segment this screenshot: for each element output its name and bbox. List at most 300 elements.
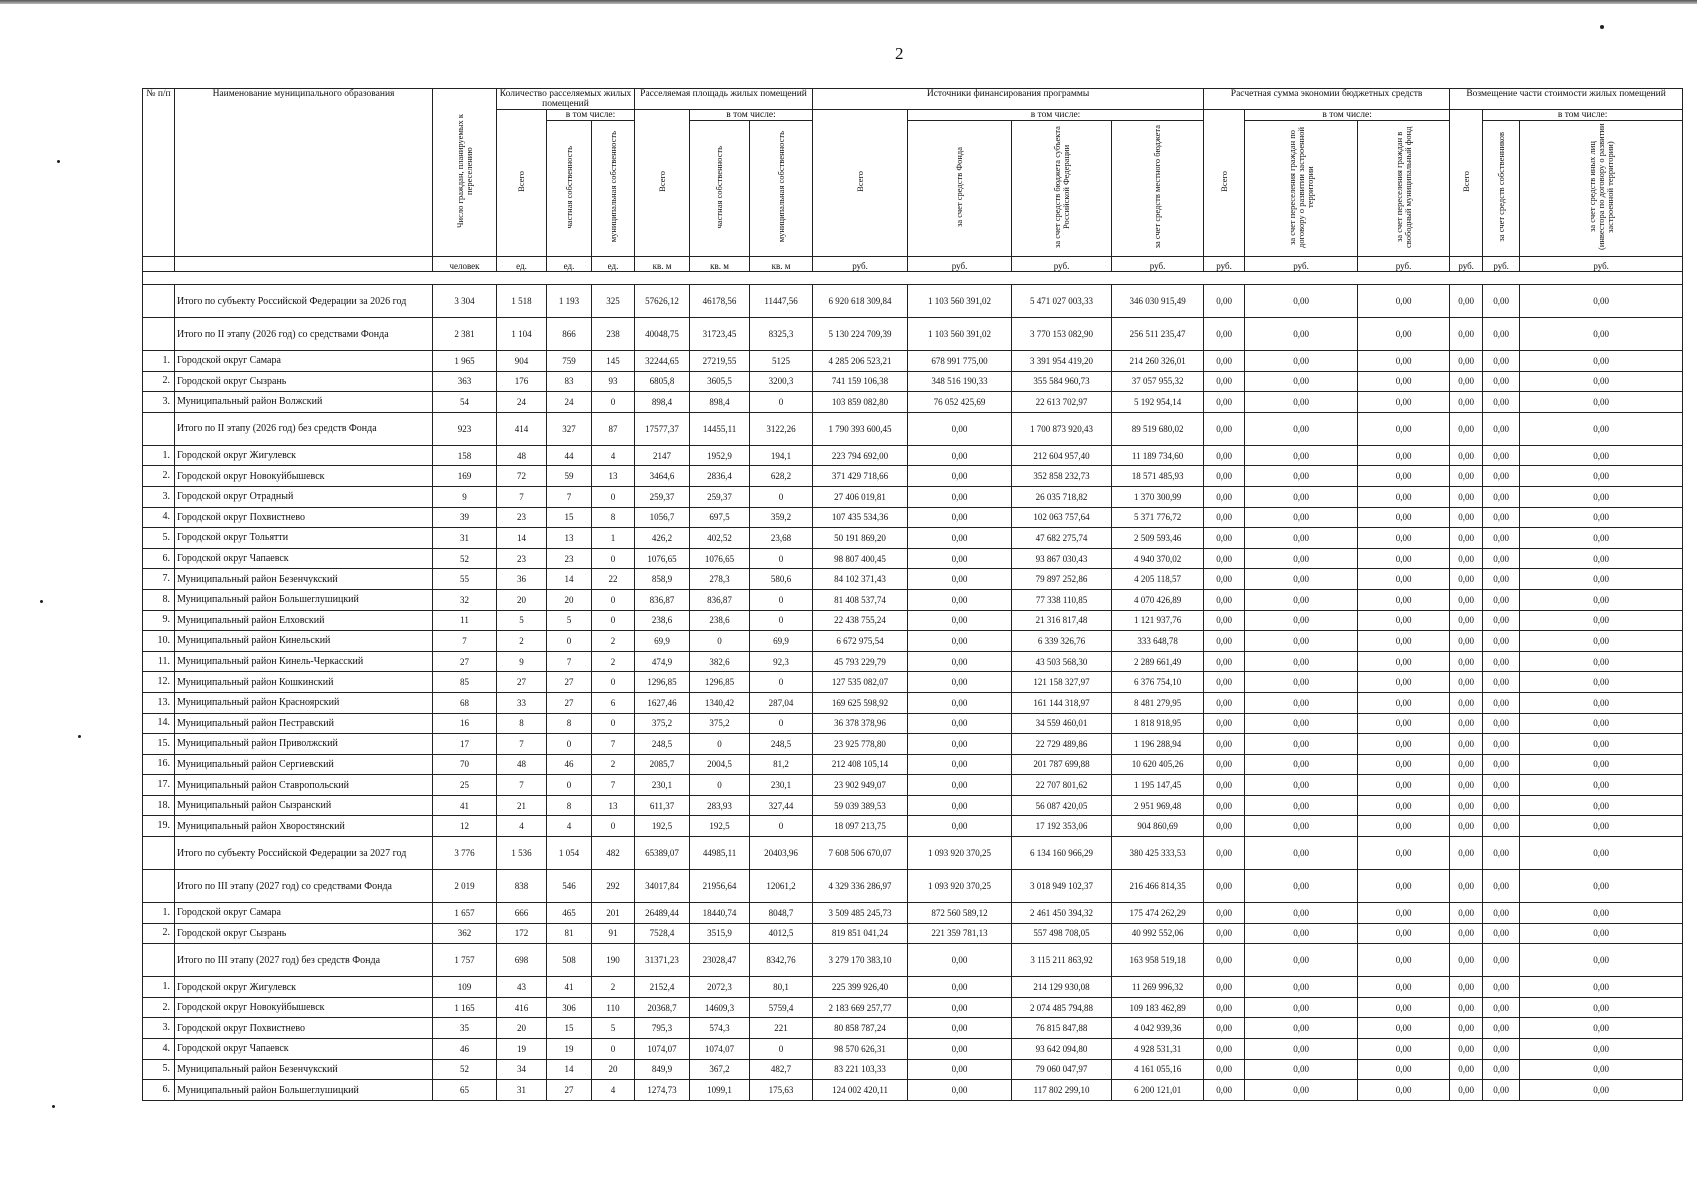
value-cell: 10 620 405,26 xyxy=(1112,754,1204,775)
value-cell: 0,00 xyxy=(1204,1039,1245,1060)
header-area-incl: в том числе: xyxy=(690,110,813,121)
value-cell: 0,00 xyxy=(1204,631,1245,652)
value-cell: 426,2 xyxy=(635,528,690,549)
value-cell: 0,00 xyxy=(1520,754,1683,775)
header-comp-total: Всего xyxy=(1450,110,1483,257)
value-cell: 872 560 589,12 xyxy=(908,903,1012,924)
value-cell: 0,00 xyxy=(1245,1018,1358,1039)
table-row xyxy=(143,713,1683,734)
value-cell: 1 121 937,76 xyxy=(1112,610,1204,631)
value-cell: 2 381 xyxy=(433,318,497,351)
value-cell: 0,00 xyxy=(1204,486,1245,507)
value-cell: 3 279 170 383,10 xyxy=(813,944,908,977)
value-cell: 0,00 xyxy=(1450,392,1483,413)
value-cell: 5 130 224 709,39 xyxy=(813,318,908,351)
value-cell: 98 807 400,45 xyxy=(813,548,908,569)
value-cell: 21 316 817,48 xyxy=(1012,610,1112,631)
municipality-name: Муниципальный район Пестравский xyxy=(175,713,433,734)
table-row xyxy=(143,528,1683,549)
value-cell: 0,00 xyxy=(1245,1039,1358,1060)
table-row xyxy=(143,651,1683,672)
header-name: Наименование муниципального образования xyxy=(175,89,433,257)
value-cell: 175,63 xyxy=(750,1080,813,1101)
header-econ-incl: в том числе: xyxy=(1245,110,1450,121)
value-cell: 0,00 xyxy=(1450,589,1483,610)
value-cell: 0 xyxy=(592,610,635,631)
value-cell: 1 093 920 370,25 xyxy=(908,837,1012,870)
value-cell: 68 xyxy=(433,692,497,713)
value-cell: 47 682 275,74 xyxy=(1012,528,1112,549)
value-cell: 904 860,69 xyxy=(1112,816,1204,837)
value-cell: 11447,56 xyxy=(750,285,813,318)
value-cell: 1296,85 xyxy=(690,672,750,693)
header-econ-total: Всего xyxy=(1204,110,1245,257)
value-cell: 4 070 426,89 xyxy=(1112,589,1204,610)
value-cell: 32 xyxy=(433,589,497,610)
value-cell: 0,00 xyxy=(1520,631,1683,652)
row-number xyxy=(143,944,175,977)
header-economy-group: Расчетная сумма экономии бюджетных средств xyxy=(1204,89,1450,110)
value-cell: 8342,76 xyxy=(750,944,813,977)
value-cell: 3 509 485 245,73 xyxy=(813,903,908,924)
row-number xyxy=(143,285,175,318)
value-cell: 0,00 xyxy=(908,734,1012,755)
value-cell: 14 xyxy=(547,1059,592,1080)
table-row xyxy=(143,997,1683,1018)
value-cell: 55 xyxy=(433,569,497,590)
value-cell: 25 xyxy=(433,775,497,796)
value-cell: 2836,4 xyxy=(690,466,750,487)
municipality-name: Городской округ Самара xyxy=(175,351,433,372)
municipality-name: Итого по II этапу (2026 год) со средствами Фонда xyxy=(175,318,433,351)
value-cell: 849,9 xyxy=(635,1059,690,1080)
value-cell: 0,00 xyxy=(1358,466,1450,487)
municipality-name: Муниципальный район Кинельский xyxy=(175,631,433,652)
value-cell: 0,00 xyxy=(1520,486,1683,507)
value-cell: 0,00 xyxy=(1450,944,1483,977)
value-cell: 76 815 847,88 xyxy=(1012,1018,1112,1039)
value-cell: 904 xyxy=(497,351,547,372)
value-cell: 59 xyxy=(547,466,592,487)
value-cell: 0,00 xyxy=(1483,569,1520,590)
value-cell: 0,00 xyxy=(1450,692,1483,713)
value-cell: 0,00 xyxy=(1245,569,1358,590)
value-cell: 1074,07 xyxy=(635,1039,690,1060)
row-number: 14. xyxy=(143,713,175,734)
scan-speck xyxy=(57,160,60,163)
value-cell: 0,00 xyxy=(1483,548,1520,569)
value-cell: 2 461 450 394,32 xyxy=(1012,903,1112,924)
value-cell: 0,00 xyxy=(1450,445,1483,466)
value-cell: 31371,23 xyxy=(635,944,690,977)
row-number: 7. xyxy=(143,569,175,590)
value-cell: 13 xyxy=(592,466,635,487)
value-cell: 0,00 xyxy=(1358,589,1450,610)
value-cell: 1274,73 xyxy=(635,1080,690,1101)
value-cell: 0,00 xyxy=(1483,1039,1520,1060)
value-cell: 0,00 xyxy=(1204,569,1245,590)
value-cell: 4 xyxy=(497,816,547,837)
value-cell: 6 xyxy=(592,692,635,713)
value-cell: 0,00 xyxy=(1245,589,1358,610)
value-cell: 31 xyxy=(433,528,497,549)
value-cell: 248,5 xyxy=(635,734,690,755)
value-cell: 0,00 xyxy=(908,1059,1012,1080)
municipality-name: Итого по субъекту Российской Федерации за 2026 год xyxy=(175,285,433,318)
value-cell: 0,00 xyxy=(1520,589,1683,610)
value-cell: 0,00 xyxy=(1358,997,1450,1018)
value-cell: 0,00 xyxy=(1520,507,1683,528)
value-cell: 348 516 190,33 xyxy=(908,371,1012,392)
header-qty-private: частная собственность xyxy=(547,121,592,257)
value-cell: 6 339 326,76 xyxy=(1012,631,1112,652)
value-cell: 0 xyxy=(690,775,750,796)
value-cell: 698 xyxy=(497,944,547,977)
value-cell: 628,2 xyxy=(750,466,813,487)
value-cell: 0,00 xyxy=(1483,713,1520,734)
value-cell: 34 559 460,01 xyxy=(1012,713,1112,734)
value-cell: 221 xyxy=(750,1018,813,1039)
value-cell: 0,00 xyxy=(1483,977,1520,998)
value-cell: 0,00 xyxy=(1358,692,1450,713)
header-fin-incl: в том числе: xyxy=(908,110,1204,121)
units-row xyxy=(143,257,1683,272)
value-cell: 0,00 xyxy=(1520,977,1683,998)
row-number: 17. xyxy=(143,775,175,796)
value-cell: 0,00 xyxy=(1245,775,1358,796)
value-cell: 0 xyxy=(750,816,813,837)
table-row xyxy=(143,486,1683,507)
value-cell: 1952,9 xyxy=(690,445,750,466)
value-cell: 11 xyxy=(433,610,497,631)
value-cell: 0,00 xyxy=(1245,548,1358,569)
value-cell: 0,00 xyxy=(1245,318,1358,351)
value-cell: 7 xyxy=(592,775,635,796)
value-cell: 0,00 xyxy=(1483,589,1520,610)
value-cell: 0,00 xyxy=(1245,610,1358,631)
value-cell: 0,00 xyxy=(1358,837,1450,870)
value-cell: 0,00 xyxy=(908,507,1012,528)
value-cell: 0,00 xyxy=(1520,795,1683,816)
value-cell: 2 289 661,49 xyxy=(1112,651,1204,672)
row-number: 1. xyxy=(143,903,175,924)
value-cell: 22 729 489,86 xyxy=(1012,734,1112,755)
value-cell: 1296,85 xyxy=(635,672,690,693)
value-cell: 0,00 xyxy=(1204,651,1245,672)
value-cell: 0,00 xyxy=(1450,651,1483,672)
value-cell: 0,00 xyxy=(908,997,1012,1018)
value-cell: 1 518 xyxy=(497,285,547,318)
value-cell: 333 648,78 xyxy=(1112,631,1204,652)
value-cell: 0,00 xyxy=(1450,285,1483,318)
unit-cell: человек xyxy=(433,257,497,272)
value-cell: 0,00 xyxy=(1204,903,1245,924)
unit-cell: руб. xyxy=(1358,257,1450,272)
value-cell: 0,00 xyxy=(1483,466,1520,487)
value-cell: 0,00 xyxy=(1245,870,1358,903)
value-cell: 0 xyxy=(592,713,635,734)
value-cell: 20 xyxy=(497,1018,547,1039)
value-cell: 8 xyxy=(497,713,547,734)
value-cell: 9 xyxy=(433,486,497,507)
value-cell: 866 xyxy=(547,318,592,351)
value-cell: 214 129 930,08 xyxy=(1012,977,1112,998)
value-cell: 0,00 xyxy=(1520,466,1683,487)
value-cell: 0,00 xyxy=(1483,997,1520,1018)
value-cell: 14 xyxy=(547,569,592,590)
table-row xyxy=(143,589,1683,610)
value-cell: 2 183 669 257,77 xyxy=(813,997,908,1018)
value-cell: 46 xyxy=(547,754,592,775)
value-cell: 0,00 xyxy=(908,486,1012,507)
value-cell: 36 378 378,96 xyxy=(813,713,908,734)
value-cell: 14455,11 xyxy=(690,412,750,445)
unit-cell: руб. xyxy=(1520,257,1683,272)
municipality-name: Городской округ Жигулевск xyxy=(175,445,433,466)
value-cell: 0,00 xyxy=(1204,816,1245,837)
value-cell: 0,00 xyxy=(1245,923,1358,944)
value-cell: 546 xyxy=(547,870,592,903)
value-cell: 31 xyxy=(497,1080,547,1101)
value-cell: 416 xyxy=(497,997,547,1018)
municipality-name: Городской округ Похвистнево xyxy=(175,507,433,528)
header-qty-total: Всего xyxy=(497,110,547,257)
value-cell: 5 471 027 003,33 xyxy=(1012,285,1112,318)
value-cell: 375,2 xyxy=(690,713,750,734)
table-row xyxy=(143,754,1683,775)
value-cell: 17 192 353,06 xyxy=(1012,816,1112,837)
municipality-name: Муниципальный район Кинель-Черкасский xyxy=(175,651,433,672)
value-cell: 474,9 xyxy=(635,651,690,672)
header-comp-incl: в том числе: xyxy=(1483,110,1683,121)
value-cell: 0,00 xyxy=(1450,371,1483,392)
value-cell: 0,00 xyxy=(1520,371,1683,392)
value-cell: 8325,3 xyxy=(750,318,813,351)
value-cell: 0,00 xyxy=(908,672,1012,693)
scan-speck xyxy=(40,600,43,603)
value-cell: 0,00 xyxy=(1520,548,1683,569)
value-cell: 1 757 xyxy=(433,944,497,977)
value-cell: 56 087 420,05 xyxy=(1012,795,1112,816)
value-cell: 2 xyxy=(592,651,635,672)
value-cell: 176 xyxy=(497,371,547,392)
value-cell: 161 144 318,97 xyxy=(1012,692,1112,713)
value-cell: 0,00 xyxy=(908,1018,1012,1039)
value-cell: 172 xyxy=(497,923,547,944)
value-cell: 3 776 xyxy=(433,837,497,870)
value-cell: 0,00 xyxy=(1483,837,1520,870)
value-cell: 382,6 xyxy=(690,651,750,672)
value-cell: 0,00 xyxy=(1204,754,1245,775)
value-cell: 2 xyxy=(592,977,635,998)
value-cell: 0,00 xyxy=(1204,610,1245,631)
value-cell: 1056,7 xyxy=(635,507,690,528)
value-cell: 0,00 xyxy=(1204,548,1245,569)
value-cell: 0,00 xyxy=(1450,903,1483,924)
value-cell: 292 xyxy=(592,870,635,903)
value-cell: 4 161 055,16 xyxy=(1112,1059,1204,1080)
value-cell: 0,00 xyxy=(1358,392,1450,413)
row-number: 1. xyxy=(143,977,175,998)
value-cell: 7 xyxy=(497,775,547,796)
value-cell: 0,00 xyxy=(1245,445,1358,466)
value-cell: 0,00 xyxy=(1520,1080,1683,1101)
value-cell: 0,00 xyxy=(1204,528,1245,549)
scan-speck xyxy=(52,1105,55,1108)
value-cell: 0,00 xyxy=(1245,392,1358,413)
value-cell: 31723,45 xyxy=(690,318,750,351)
value-cell: 0,00 xyxy=(908,775,1012,796)
value-cell: 0,00 xyxy=(1483,1059,1520,1080)
value-cell: 19 xyxy=(497,1039,547,1060)
header-area-total: Всего xyxy=(635,110,690,257)
header-comp-owners: за счет средств собственников xyxy=(1483,121,1520,257)
value-cell: 259,37 xyxy=(635,486,690,507)
value-cell: 0 xyxy=(547,775,592,796)
value-cell: 8 xyxy=(547,713,592,734)
value-cell: 0,00 xyxy=(1520,672,1683,693)
header-fin-subject: за счет средств бюджета субъекта Российской Федерации xyxy=(1012,121,1112,257)
municipality-name: Итого по III этапу (2027 год) без средств Фонда xyxy=(175,944,433,977)
value-cell: 41 xyxy=(433,795,497,816)
value-cell: 221 359 781,13 xyxy=(908,923,1012,944)
value-cell: 0,00 xyxy=(1358,713,1450,734)
value-cell: 26489,44 xyxy=(635,903,690,924)
value-cell: 402,52 xyxy=(690,528,750,549)
value-cell: 898,4 xyxy=(690,392,750,413)
value-cell: 0,00 xyxy=(1450,507,1483,528)
value-cell: 371 429 718,66 xyxy=(813,466,908,487)
value-cell: 84 102 371,43 xyxy=(813,569,908,590)
value-cell: 0,00 xyxy=(1483,528,1520,549)
value-cell: 0,00 xyxy=(1483,734,1520,755)
header-comp-group: Возмещение части стоимости жилых помещений xyxy=(1450,89,1683,110)
header-persons: Число граждан, планируемых к переселению xyxy=(433,89,497,257)
value-cell: 414 xyxy=(497,412,547,445)
row-number: 2. xyxy=(143,997,175,1018)
value-cell: 1 093 920 370,25 xyxy=(908,870,1012,903)
value-cell: 0,00 xyxy=(1245,713,1358,734)
value-cell: 85 xyxy=(433,672,497,693)
value-cell: 1 103 560 391,02 xyxy=(908,285,1012,318)
value-cell: 0,00 xyxy=(1245,754,1358,775)
value-cell: 0,00 xyxy=(1358,816,1450,837)
value-cell: 0,00 xyxy=(1483,903,1520,924)
value-cell: 0,00 xyxy=(1204,466,1245,487)
value-cell: 1 104 xyxy=(497,318,547,351)
value-cell: 192,5 xyxy=(690,816,750,837)
value-cell: 4 xyxy=(592,445,635,466)
value-cell: 0,00 xyxy=(1358,318,1450,351)
header-no: № п/п xyxy=(143,89,175,257)
value-cell: 2 xyxy=(497,631,547,652)
value-cell: 57626,12 xyxy=(635,285,690,318)
value-cell: 0,00 xyxy=(1450,977,1483,998)
table-body xyxy=(143,285,1683,1101)
value-cell: 1 xyxy=(592,528,635,549)
value-cell: 327,44 xyxy=(750,795,813,816)
value-cell: 3605,5 xyxy=(690,371,750,392)
row-number: 16. xyxy=(143,754,175,775)
value-cell: 109 xyxy=(433,977,497,998)
value-cell: 0,00 xyxy=(1450,412,1483,445)
value-cell: 6 200 121,01 xyxy=(1112,1080,1204,1101)
row-number: 1. xyxy=(143,351,175,372)
value-cell: 3 115 211 863,92 xyxy=(1012,944,1112,977)
value-cell: 4 xyxy=(592,1080,635,1101)
value-cell: 0,00 xyxy=(1483,392,1520,413)
value-cell: 27 406 019,81 xyxy=(813,486,908,507)
value-cell: 0,00 xyxy=(1520,1059,1683,1080)
value-cell: 380 425 333,53 xyxy=(1112,837,1204,870)
value-cell: 759 xyxy=(547,351,592,372)
table-row xyxy=(143,775,1683,796)
value-cell: 0,00 xyxy=(1245,977,1358,998)
value-cell: 0,00 xyxy=(908,651,1012,672)
value-cell: 0,00 xyxy=(1450,870,1483,903)
value-cell: 0 xyxy=(750,486,813,507)
value-cell: 2 xyxy=(592,754,635,775)
value-cell: 201 787 699,88 xyxy=(1012,754,1112,775)
municipality-name: Муниципальный район Большеглушицкий xyxy=(175,1080,433,1101)
unit-cell: руб. xyxy=(1112,257,1204,272)
value-cell: 8 xyxy=(547,795,592,816)
value-cell: 190 xyxy=(592,944,635,977)
value-cell: 0 xyxy=(750,713,813,734)
value-cell: 169 xyxy=(433,466,497,487)
value-cell: 248,5 xyxy=(750,734,813,755)
unit-cell: кв. м xyxy=(690,257,750,272)
value-cell: 77 338 110,85 xyxy=(1012,589,1112,610)
value-cell: 0,00 xyxy=(1358,412,1450,445)
value-cell: 0,00 xyxy=(1483,631,1520,652)
value-cell: 0,00 xyxy=(1358,754,1450,775)
value-cell: 0 xyxy=(592,816,635,837)
value-cell: 17 xyxy=(433,734,497,755)
header-qty-group: Количество расселяемых жилых помещений xyxy=(497,89,635,110)
value-cell: 0,00 xyxy=(1204,445,1245,466)
value-cell: 23 xyxy=(547,548,592,569)
value-cell: 12 xyxy=(433,816,497,837)
value-cell: 98 570 626,31 xyxy=(813,1039,908,1060)
value-cell: 1 195 147,45 xyxy=(1112,775,1204,796)
value-cell: 0,00 xyxy=(1520,734,1683,755)
unit-cell: руб. xyxy=(908,257,1012,272)
value-cell: 15 xyxy=(547,1018,592,1039)
value-cell: 0,00 xyxy=(1358,944,1450,977)
municipality-name: Городской округ Чапаевск xyxy=(175,1039,433,1060)
value-cell: 3 770 153 082,90 xyxy=(1012,318,1112,351)
value-cell: 212 604 957,40 xyxy=(1012,445,1112,466)
value-cell: 0,00 xyxy=(1520,1039,1683,1060)
value-cell: 124 002 420,11 xyxy=(813,1080,908,1101)
table-row xyxy=(143,1039,1683,1060)
value-cell: 0,00 xyxy=(1483,507,1520,528)
row-number xyxy=(143,318,175,351)
value-cell: 1 965 xyxy=(433,351,497,372)
header-comp-other: за счет средств иных лиц (инвестора по договору о развитии застроенной территории) xyxy=(1520,121,1683,257)
row-number: 11. xyxy=(143,651,175,672)
value-cell: 27219,55 xyxy=(690,351,750,372)
table-row xyxy=(143,569,1683,590)
value-cell: 4 329 336 286,97 xyxy=(813,870,908,903)
value-cell: 22 613 702,97 xyxy=(1012,392,1112,413)
value-cell: 5759,4 xyxy=(750,997,813,1018)
value-cell: 0,00 xyxy=(1520,816,1683,837)
value-cell: 22 707 801,62 xyxy=(1012,775,1112,796)
value-cell: 0,00 xyxy=(1483,651,1520,672)
value-cell: 287,04 xyxy=(750,692,813,713)
